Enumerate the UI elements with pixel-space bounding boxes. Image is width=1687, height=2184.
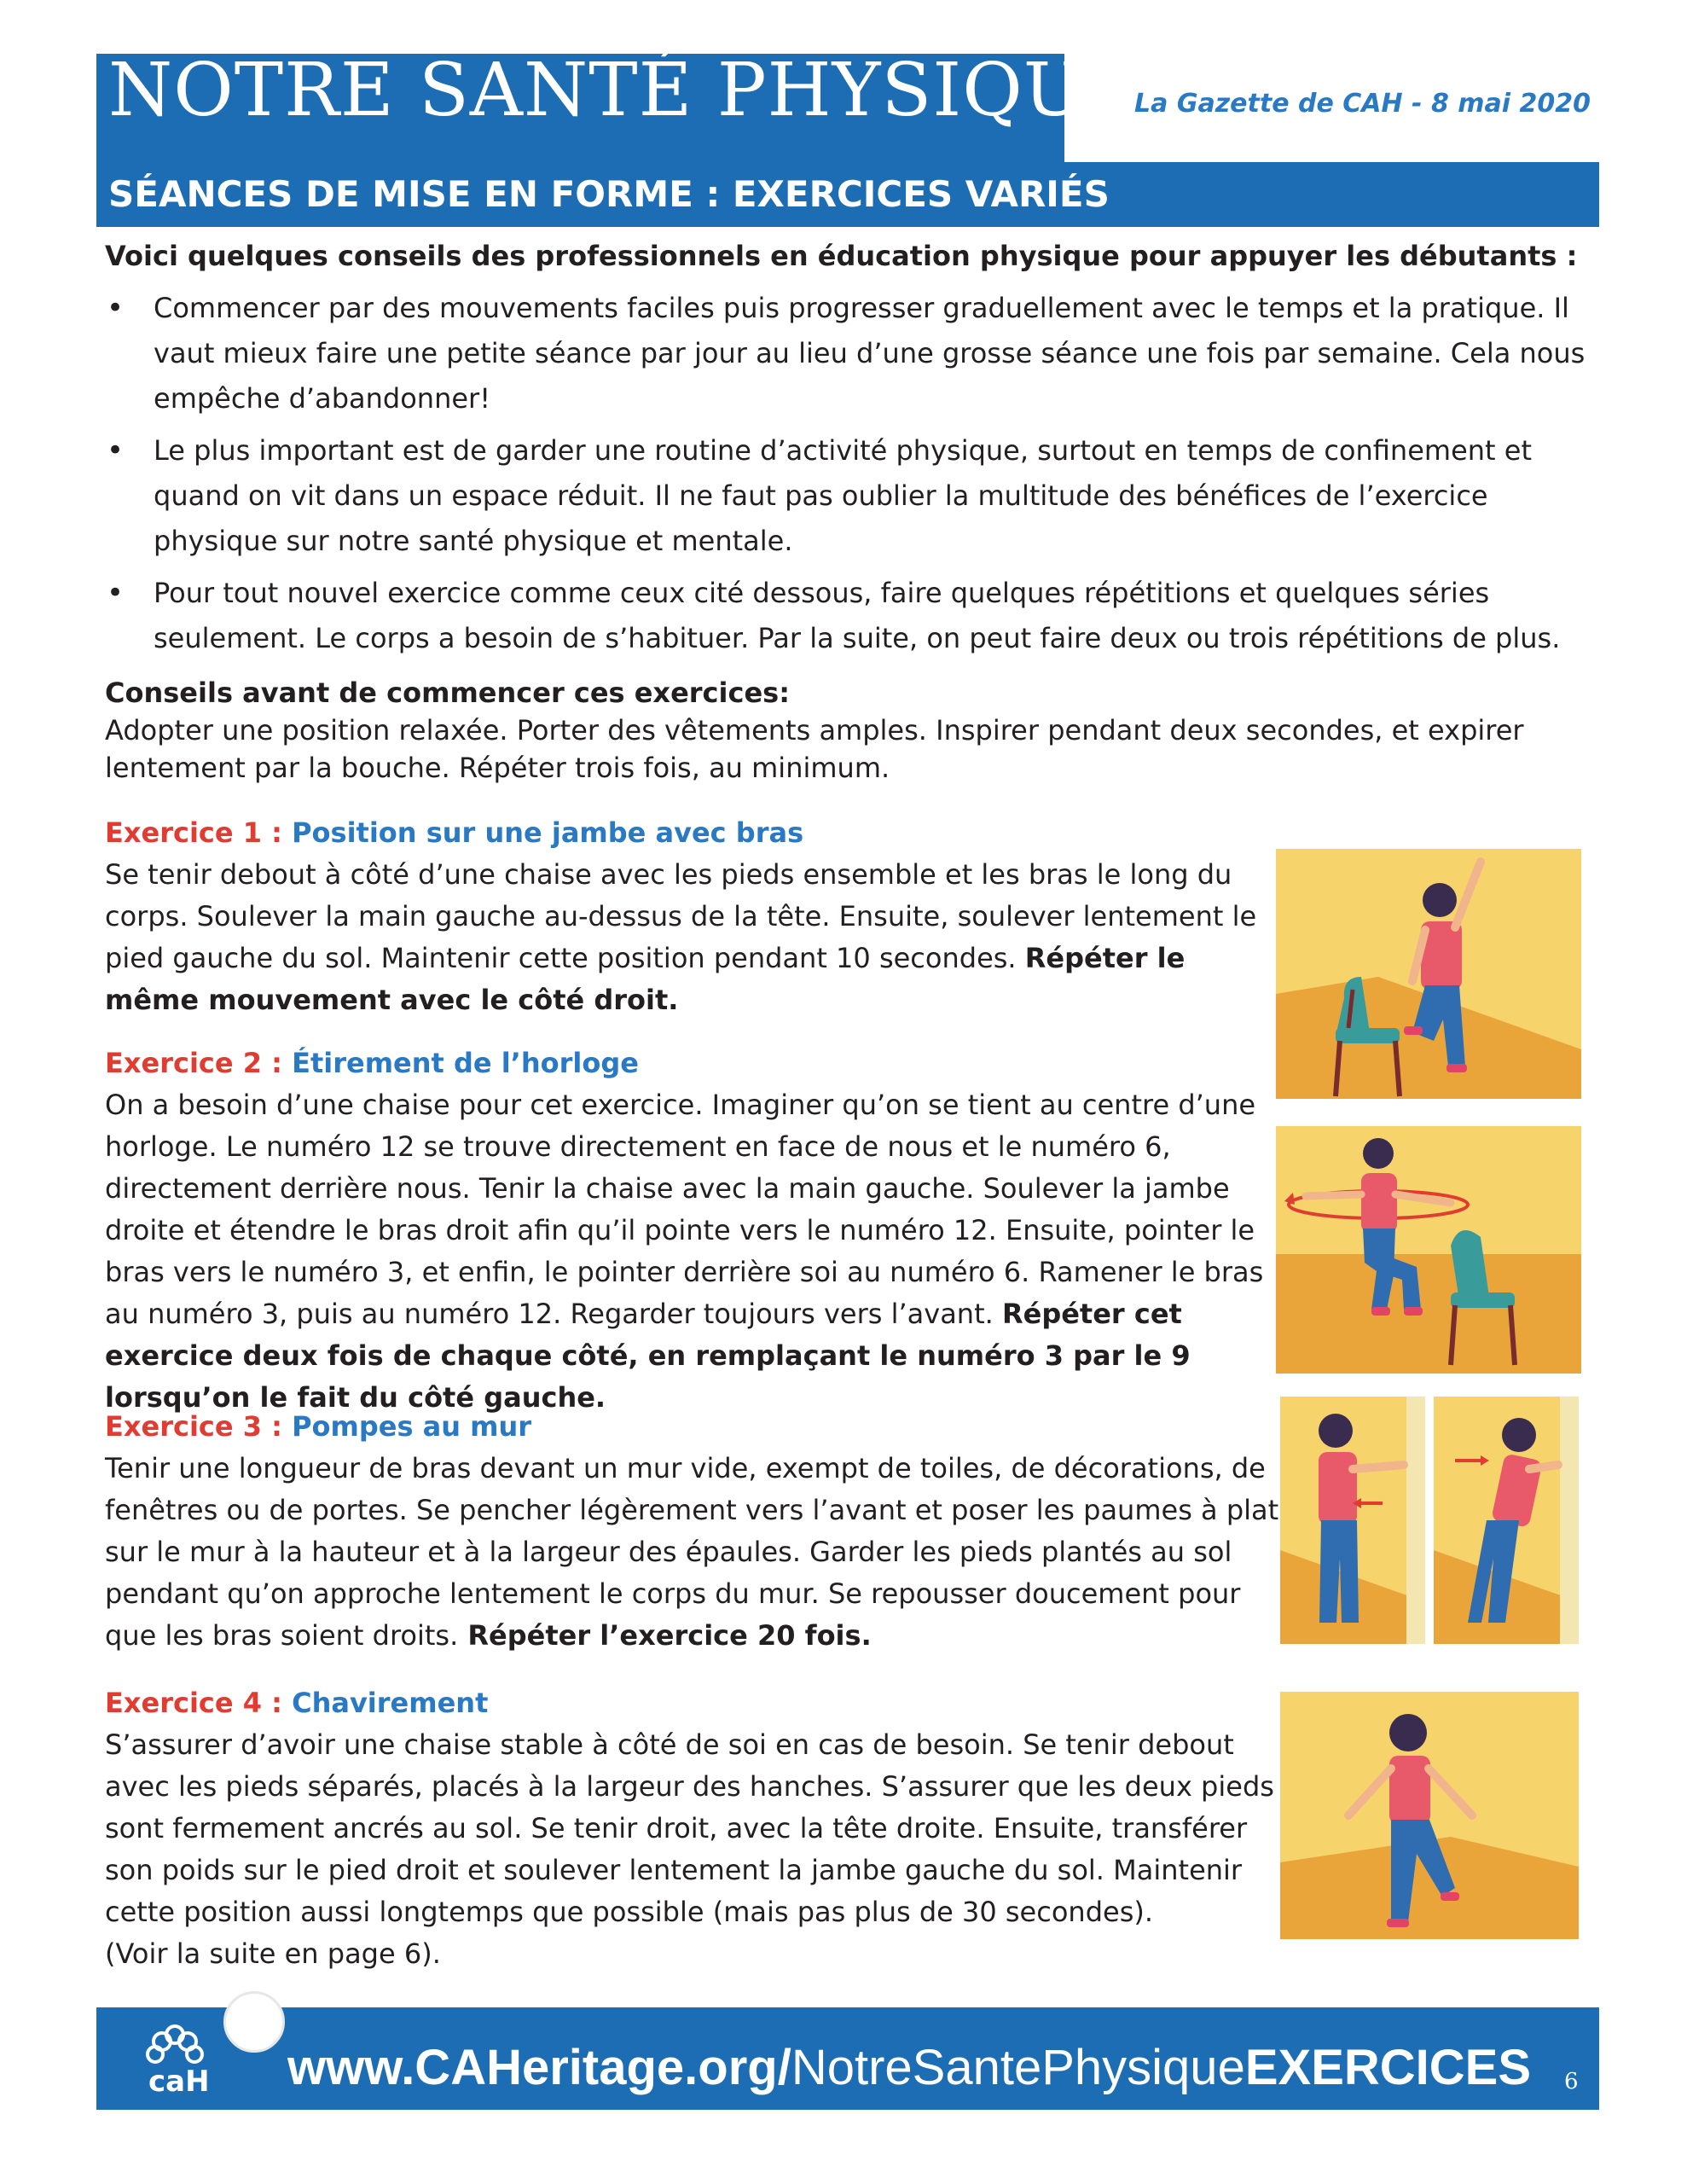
exercise-4 [105, 1682, 1282, 1975]
logo-text: caH [148, 2065, 210, 2099]
tip-item: • Commencer par des mouvements faciles puis progresser graduellement avec le temps et la pratique. Il vaut mieux faire une petite séance par jour au lieu d’une grosse séance une fois par semaine. Cela nous empêche d’abandonner! [105, 286, 1589, 421]
gazette-date: La Gazette de CAH - 8 mai 2020 [1134, 89, 1591, 119]
exercise-name: Étirement de l’horloge [292, 1047, 639, 1079]
exercise-repeat: Répéter le même mouvement avec le côté droit. [105, 942, 1186, 1016]
section-title: SÉANCES DE MISE EN FORME : EXERCICES VARIÉS [108, 173, 1110, 215]
exercise-name: Pompes au mur [292, 1410, 532, 1443]
exercise-number: Exercice 3 : [105, 1410, 293, 1443]
footer-url[interactable]: www.CAHeritage.org/NotreSantePhysiqueEXERCICES [287, 2040, 1532, 2095]
advice-title: Conseils avant de commencer ces exercices: [105, 677, 790, 709]
tips-list [105, 286, 1589, 668]
badge-icon [223, 1991, 285, 2053]
exercise-number: Exercice 1 : [105, 816, 293, 849]
intro-text: Voici quelques conseils des professionnels en éducation physique pour appuyer les débutants : [105, 240, 1578, 272]
advice-text: Adopter une position relaxée. Porter des vêtements amples. Inspirer pendant deux secondes, et expirer lentement par la bouche. Répéter trois fois, au minimum. [105, 714, 1524, 784]
page-number: 6 [1564, 2069, 1579, 2094]
exercise-3-illustration-right [1434, 1397, 1579, 1644]
tip-item: • Le plus important est de garder une routine d’activité physique, surtout en temps de confinement et quand on vit dans un espace réduit. Il ne faut pas oublier la multitude des bénéfices de l’exercice physique sur notre santé physique et mentale. [105, 428, 1589, 564]
exercise-number: Exercice 2 : [105, 1047, 293, 1079]
exercise-text: Se tenir debout à côté d’une chaise avec les pieds ensemble et les bras le long du corps. Soulever la main gauche au-dessus de la tête. Ensuite, soulever lentement le pied gauche du sol. Maintenir cette position pendant 10 secondes. [105, 858, 1257, 974]
tip-item: • Pour tout nouvel exercice comme ceux cité dessous, faire quelques répétitions et quelques séries seulement. Le corps a besoin de s’habituer. Par la suite, on peut faire deux ou trois répétitions de plus. [105, 571, 1589, 661]
exercise-1-illustration [1276, 849, 1581, 1099]
exercise-2-illustration [1276, 1126, 1581, 1374]
exercise-3-illustration-left [1280, 1397, 1425, 1644]
exercise-text: S’assurer d’avoir une chaise stable à côté de soi en cas de besoin. Se tenir debout avec les pieds séparés, placés à la largeur des hanches. S’assurer que les deux pieds sont fermement ancrés au sol. Se tenir droit, avec la tête droite. Ensuite, transférer son poids sur le pied droit et soulever lentement la jambe gauche du sol. Maintenir cette position aussi longtemps que possible (mais pas plus de 30 secondes). [105, 1728, 1274, 1928]
exercise-name: Chavirement [292, 1687, 489, 1719]
exercise-1 [105, 812, 1282, 1021]
exercise-4-illustration [1280, 1692, 1579, 1939]
continued-note: (Voir la suite en page 6). [105, 1937, 441, 1970]
exercise-repeat: Répéter cet exercice deux fois de chaque côté, en remplaçant le numéro 3 par le 9 lorsqu’on le fait du côté gauche. [105, 1298, 1191, 1414]
page-title: NOTRE SANTÉ PHYSIQUE [108, 48, 1141, 133]
exercise-name: Position sur une jambe avec bras [292, 816, 804, 849]
exercise-text: On a besoin d’une chaise pour cet exercice. Imaginer qu’on se tient au centre d’une horloge. Le numéro 12 se trouve directement en face de nous et le numéro 6, directement derrière nous. Tenir la chaise avec la main gauche. Soulever la jambe droite et étendre le bras droit afin qu’il pointe vers le numéro 12. Ensuite, pointer le bras vers le numéro 3, et enfin, le pointer derrière soi au numéro 6. Ramener le bras au numéro 3, puis au numéro 12. Regarder toujours vers l’avant. [105, 1089, 1264, 1330]
exercise-number: Exercice 4 : [105, 1687, 293, 1719]
exercise-3 [105, 1406, 1282, 1657]
exercise-repeat: Répéter l’exercice 20 fois. [458, 1619, 872, 1652]
exercise-2 [105, 1043, 1282, 1419]
exercise-text: Tenir une longueur de bras devant un mur vide, exempt de toiles, de décorations, de fenêtres ou de portes. Se pencher légèrement vers l’avant et poser les paumes à plat sur le mur à la hauteur et à la largeur des épaules. Garder les pieds plantés au sol pendant qu’on approche lentement le corps du mur. Se repousser doucement pour que les bras soient droits. [105, 1452, 1279, 1652]
